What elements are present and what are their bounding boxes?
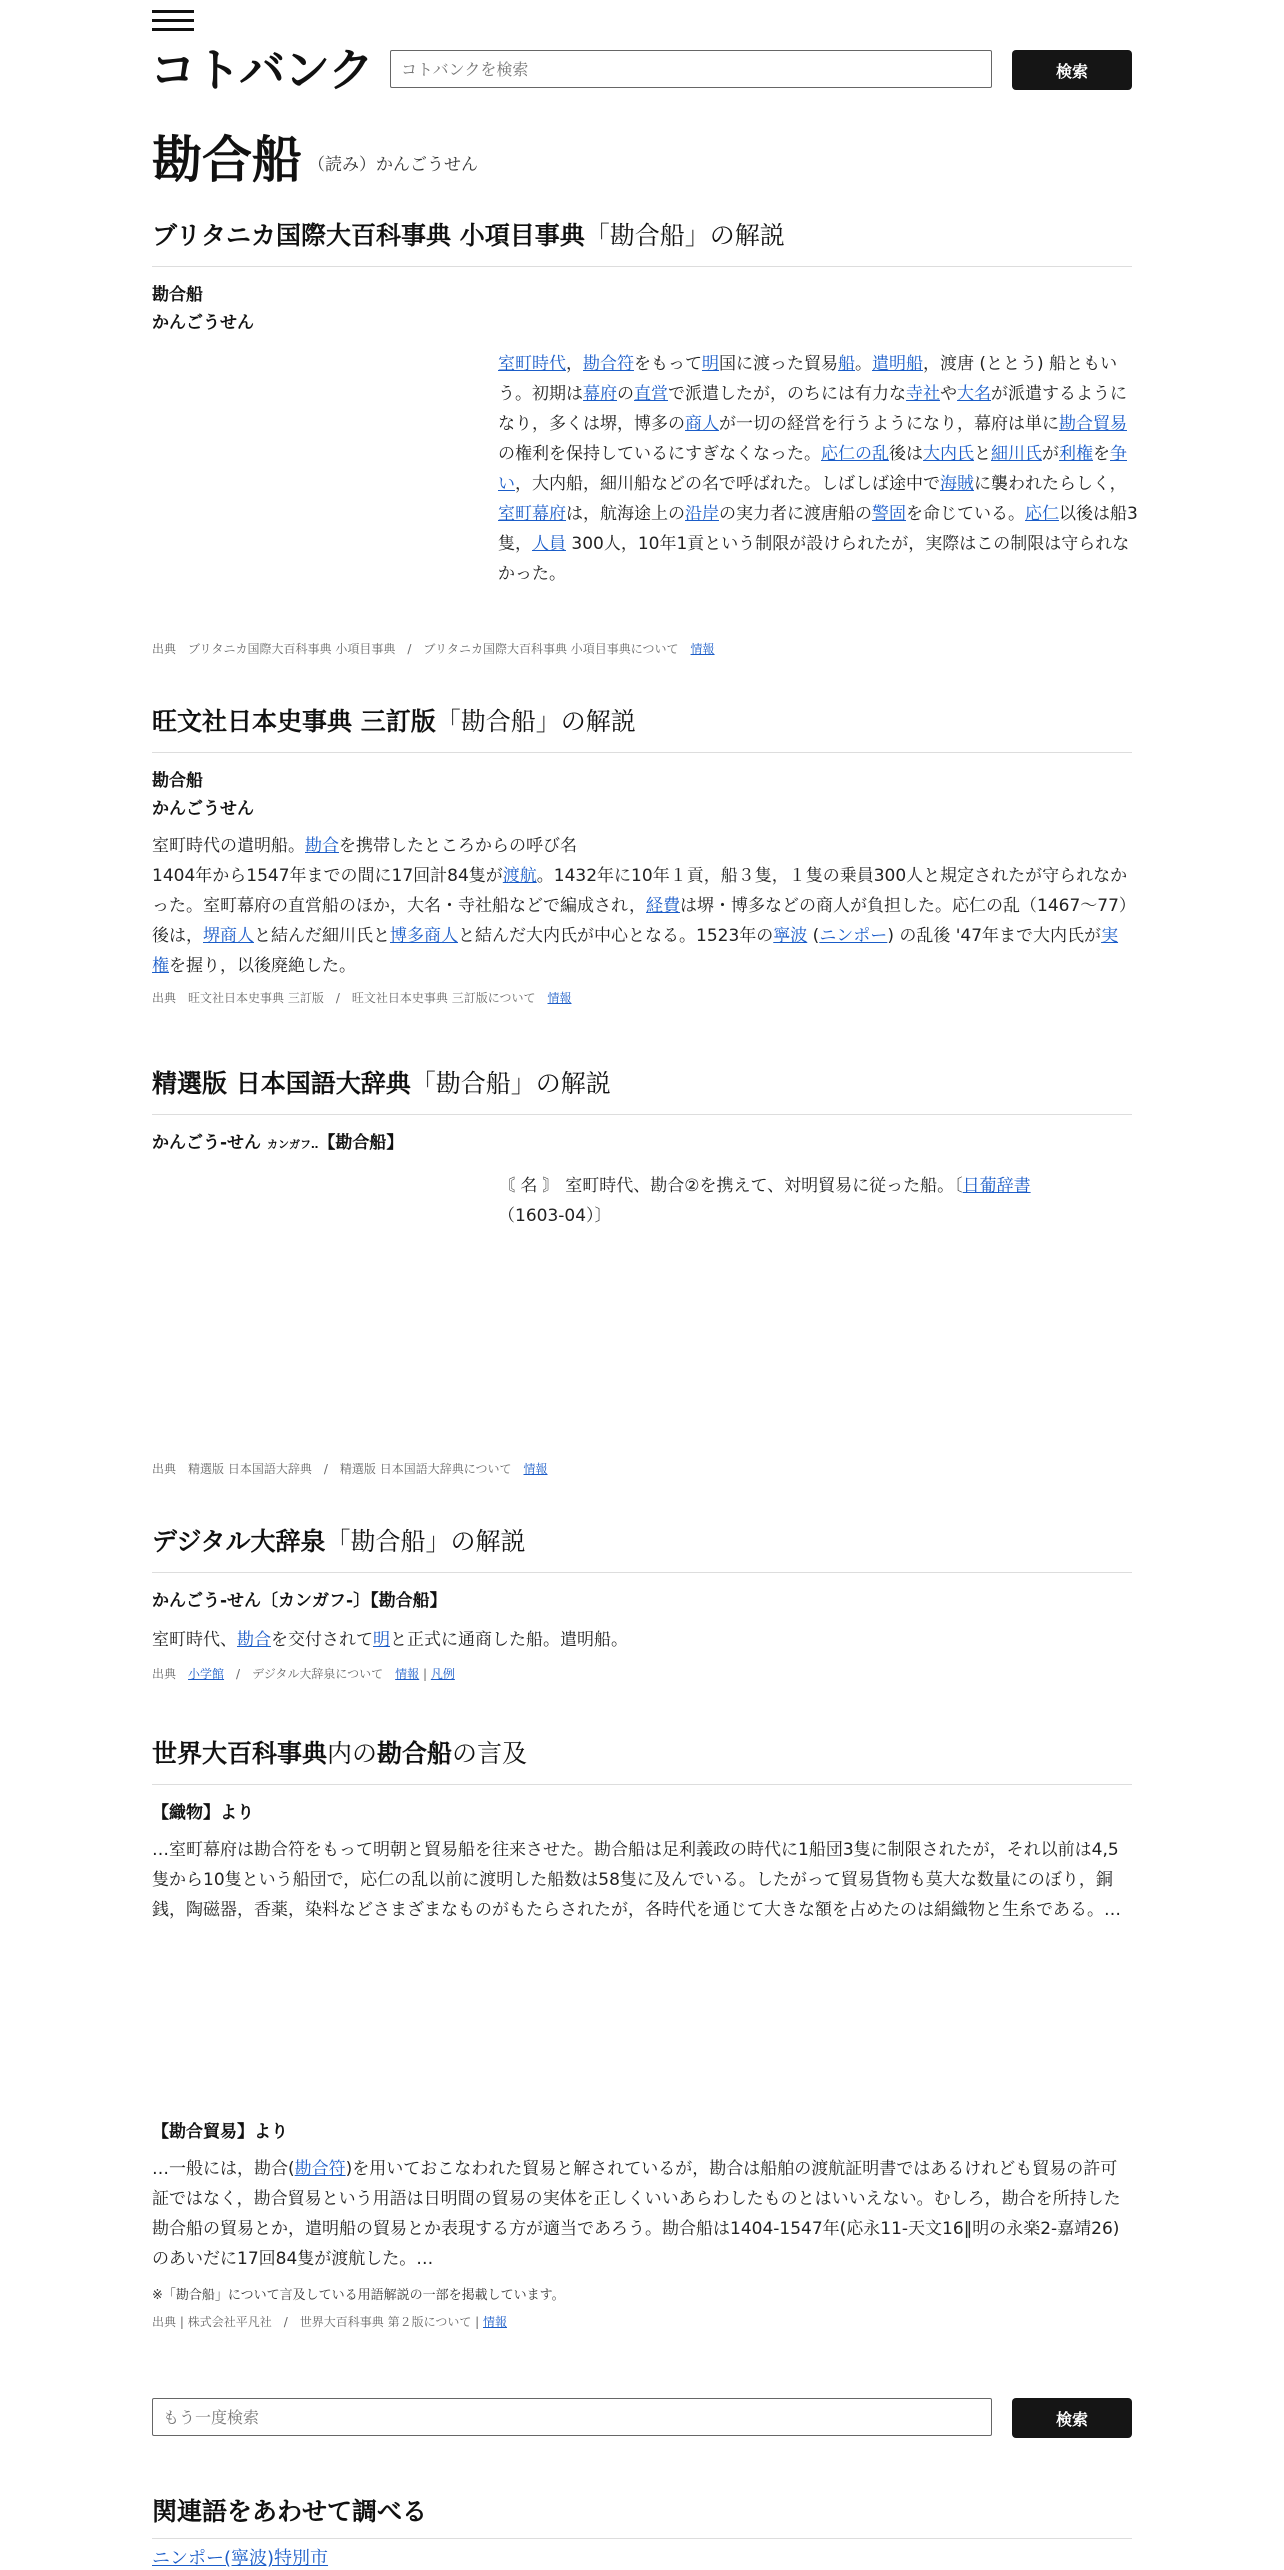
link[interactable]: 勘合 (237, 1630, 271, 1650)
entry-body: 〘 名 〙 室町時代、勘合②を携えて、対明貿易に従った船。〔日葡辞書（1603‐04）〕 (498, 1176, 1031, 1226)
excerpt-heading: 【勘合貿易】より (152, 2122, 288, 2142)
divider (152, 2538, 1132, 2539)
section-sekai (152, 1738, 1132, 1925)
link[interactable]: 大内氏 (923, 444, 974, 464)
link[interactable]: 細川氏 (991, 444, 1042, 464)
link[interactable]: 船 (838, 354, 855, 374)
section-heading: ブリタニカ国際大百科事典 小項目事典「勘合船」の解説 (152, 220, 1132, 267)
section-heading: 世界大百科事典内の勘合船の言及 (152, 1738, 1132, 1785)
excerpt-heading: 【織物】より (152, 1803, 254, 1823)
example-link[interactable]: 凡例 (430, 1667, 455, 1681)
link[interactable]: 勘合貿易 (1059, 414, 1127, 434)
link[interactable]: 博多商人 (390, 926, 458, 946)
search-input[interactable] (390, 50, 992, 88)
section-britannica (152, 220, 1138, 589)
related-heading: 関連語をあわせて調べる (152, 2497, 428, 2526)
headword: 勘合船 (152, 285, 203, 305)
section-obunsha (152, 706, 1132, 1006)
search-again-input[interactable] (152, 2398, 992, 2436)
search-button[interactable]: 検索 (1012, 50, 1132, 90)
headword: かんごう-せん カンガフ‥【勘合船】 (152, 1133, 404, 1153)
info-link[interactable]: 情報 (395, 1667, 420, 1681)
link[interactable]: 警固 (872, 504, 906, 524)
info-link[interactable]: 情報 (483, 2315, 508, 2329)
link[interactable]: 利権 (1059, 444, 1093, 464)
link[interactable]: 勘合符 (294, 2159, 346, 2179)
source-line: 出典 小学館 / デジタル大辞泉について 情報 | 凡例 (152, 1667, 455, 1681)
link[interactable]: 大名 (957, 384, 991, 404)
source-line: 出典 ブリタニカ国際大百科事典 小項目事典 / ブリタニカ国際大百科事典 小項目事典について 情報 (152, 642, 715, 656)
menu-icon[interactable] (152, 10, 194, 32)
link[interactable]: 商人 (685, 414, 719, 434)
section-heading: 精選版 日本国語大辞典「勘合船」の解説 (152, 1068, 1132, 1115)
headword-reading: かんごうせん (152, 799, 254, 819)
search-again-button[interactable]: 検索 (1012, 2398, 1132, 2438)
info-link[interactable]: 情報 (690, 642, 715, 656)
excerpt-body: …室町幕府は勘合符をもって明朝と貿易船を往来させた。勘合船は足利義政の時代に1船団3隻に制限されたが，それ以前は4,5隻から10隻という船団で，応仁の乱以前に渡明した船数は58隻に及んでいる。したがって貿易貨物も莫大な数量にのぼり，銅銭，陶磁器，香薬，染料などさまざまなものがもたらされたが，各時代を通じて大きな額を占めたのは絹織物と生糸である。… (152, 1840, 1121, 1920)
link[interactable]: 日葡辞書 (962, 1176, 1031, 1196)
link[interactable]: 寺社 (906, 384, 940, 404)
link[interactable]: 応仁の乱 (821, 444, 889, 464)
entry-body: 室町時代，勘合符をもって明国に渡った貿易船。遣明船，渡唐 (ととう) 船ともいう。初期は幕府の直営で派遣したが，のちには有力な寺社や大名が派遣するようになり，多くは堺，博多の商人が一切の経営を行うようになり，幕府は単に勘合貿易の権利を保持しているにすぎなくなった。応仁の乱後は大内氏と細川氏が利権を争い，大内船，細川船などの名で呼ばれた。しばしば途中で海賊に襲われたらしく，室町幕府は，航海途上の沿岸の実力者に渡唐船の警固を命じている。応仁以後は船3隻，人員 300人，10年1貢という制限が設けられたが，実際はこの制限は守られなかった。 (498, 354, 1138, 584)
link[interactable]: 寧波 (773, 926, 808, 946)
headword: かんごう-せん〔カンガフ-〕【勘合船】 (152, 1591, 447, 1611)
note: ※「勘合船」について言及している用語解説の一部を掲載しています。 (152, 2288, 565, 2303)
link[interactable]: 勘合符 (583, 354, 634, 374)
page-reading: （読み）かんごうせん (308, 155, 478, 175)
section-sekai-2 (152, 2118, 1132, 2330)
link[interactable]: 直営 (634, 384, 668, 404)
link[interactable]: 沿岸 (685, 504, 719, 524)
link[interactable]: 海賊 (940, 474, 974, 494)
section-heading: 旺文社日本史事典 三訂版「勘合船」の解説 (152, 706, 1132, 753)
link[interactable]: 明 (373, 1630, 390, 1650)
site-logo[interactable]: コトバンク (150, 43, 374, 97)
section-heading: デジタル大辞泉「勘合船」の解説 (152, 1526, 1132, 1573)
link[interactable]: 実権 (152, 926, 1119, 976)
section-daijisen (152, 1526, 1132, 1682)
link[interactable]: 経費 (646, 896, 681, 916)
excerpt-body: …一般には，勘合(勘合符)を用いておこなわれた貿易と解されているが，勘合は船舶の渡航証明書ではあるけれども貿易の許可証ではなく，勘合貿易という用語は日明間の貿易の実体を正しくいいあらわしたものとはいいえない。むしろ，勘合を所持した勘合船の貿易とか，遣明船の貿易とか表現する方が適当であろう。勘合船は1404‐1547年(応永11‐天文16‖明の永楽2‐嘉靖26)のあいだに17回84隻が渡航した。… (152, 2159, 1121, 2269)
headword-reading: かんごうせん (152, 313, 254, 333)
source-line: 出典 | 株式会社平凡社 / 世界大百科事典 第２版について | 情報 (152, 2315, 508, 2329)
link[interactable]: 渡航 (502, 866, 537, 886)
link[interactable]: 室町時代 (498, 354, 566, 374)
link[interactable]: 勘合 (305, 836, 339, 856)
link[interactable]: 堺商人 (203, 926, 254, 946)
link[interactable]: ニンポー (819, 926, 888, 946)
link[interactable]: 室町幕府 (498, 504, 566, 524)
link[interactable]: 争い (498, 444, 1127, 494)
link[interactable]: 幕府 (583, 384, 617, 404)
info-link[interactable]: 情報 (547, 991, 572, 1005)
related-item[interactable]: ニンポー(寧波)特別市 (152, 2548, 329, 2569)
link[interactable]: 応仁 (1025, 504, 1059, 524)
entry-body: 室町時代の遣明船。勘合を携帯したところからの呼び名 1404年から1547年までの間に17回計84隻が渡航。1432年に10年１貢，船３隻，１隻の乗員300人と規定されたが守られなかった。室町幕府の直営船のほか，大名・寺社船などで編成され，経費は堺・博多などの商人が負担した。応仁の乱（1467〜77）後は，堺商人と結んだ細川氏と博多商人と結んだ大内氏が中心となる。1523年の寧波 (ニンポー) の乱後 '47年まで大内氏が実権を握り，以後廃絶した。 (152, 836, 1128, 976)
source-line: 出典 精選版 日本国語大辞典 / 精選版 日本国語大辞典について 情報 (152, 1462, 548, 1476)
publisher-link[interactable]: 小学館 (188, 1667, 225, 1681)
section-seisenban (152, 1068, 1132, 1231)
page-title: 勘合船 (152, 131, 302, 189)
source-line: 出典 旺文社日本史事典 三訂版 / 旺文社日本史事典 三訂版について 情報 (152, 991, 572, 1005)
link[interactable]: 人員 (532, 534, 566, 554)
info-link[interactable]: 情報 (523, 1462, 548, 1476)
link[interactable]: 遣明船 (872, 354, 923, 374)
entry-body: 室町時代、勘合を交付されて明と正式に通商した船。遣明船。 (152, 1630, 628, 1650)
headword: 勘合船 (152, 771, 203, 791)
link[interactable]: 明 (702, 354, 719, 374)
